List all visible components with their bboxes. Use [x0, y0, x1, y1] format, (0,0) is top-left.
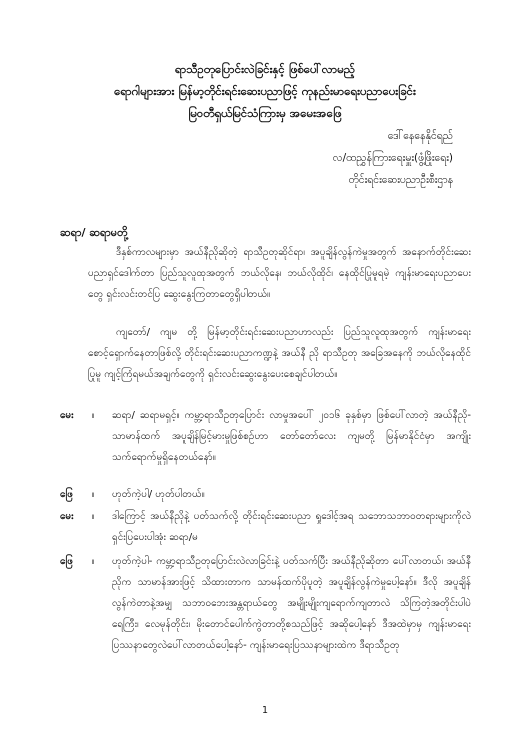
title-line-3: မြဝတီရှယ်မြင်သံကြားမှ အမေးအဖြေ [188, 106, 342, 120]
intro-paragraph-1: ဒီနှစ်ကာလများမှာ အယ်နီညိုဆိုတဲ့ ရာသီဥတုဆိုင်ရာ၊ အပူချိန်လွန်ကဲမှုအတွက် အနောက်တိုင်းဆေးပညာရှင်ဒေါက်တာ ပြည်သူလူထုအတွက် ဘယ်လိုနေ၊ ဘယ်လိုထိုင်၊ နေထိုင်ပြုမူရမဲ့ ကျန်းမာရေးပညာပေးတွေ ရှင်းလင်းတင်ပြ ဆွေးနွေးကြတာတွေရှိပါတယ်။ [88, 247, 471, 300]
qa-item-answer-1 [60, 484, 471, 506]
qa-item-question-1 [60, 405, 471, 471]
qa-label-question: မေး [60, 511, 74, 522]
qa-text: ဒါကြောင့် အယ်နီညိုနဲ့ ပတ်သက်လို့ တိုင်းရင်းဆေးပညာ ရှုဒေါင့်အရ သဘောသဘာဝတရားများကိုလဲ ရှင်းပြပေးပါအုံး ဆရာ/မ [112, 511, 471, 543]
qa-separator: ။ [91, 410, 95, 421]
qa-separator: ။ [91, 511, 95, 522]
qa-label-answer: ဖြေ [60, 489, 74, 500]
author-position: လ/ထညွှန်ကြားရေးမှူး(ဖွံ့ဖြိုးရေး) [332, 152, 453, 164]
qa-text: ဆရာ/ ဆရာမရှင့်။ ကမ္ဘာ့ရာသီဥတုပြောင်း လာမှုအပေါ် ၂၀၁၆ ခုနှစ်မှာ ဖြစ်ပေါ်လာတဲ့ အယ်နီညို- သာမာန်ထက် အပူချိန်မြင့်မားမှုဖြစ်စဉ်ဟာ တော်တော်လေး ကျမတို့ မြန်မာနိုင်ငံမှာ အကျိုးသက်ရောက်မှုရှိနေတယ်နော်။ [112, 410, 471, 463]
qa-separator: ။ [91, 556, 95, 567]
salutation-heading: ဆရာ/ ဆရာမတို့ [60, 226, 128, 239]
author-block [153, 125, 453, 191]
title-line-2: ရောဂါများအား မြန်မာ့တိုင်းရင်းဆေးပညာဖြင့် ကုနည်းမာရေးပညာပေးခြင်း [114, 84, 416, 98]
qa-label-question: မေး [60, 410, 74, 421]
author-name: ဒေါ်နေနေနိုင်ရည် [387, 130, 453, 142]
qa-item-answer-2 [60, 551, 471, 686]
document-title [0, 58, 530, 124]
qa-text: ဟုတ်ကဲ့ပါ/ ဟုတ်ပါတယ်။ [112, 489, 205, 500]
qa-label-answer: ဖြေ [60, 556, 74, 567]
qa-text: ဟုတ်ကဲ့ပါ- ကမ္ဘာ့ရာသီဥတုပြောင်းလဲလာခြင်းနဲ့ ပတ်သက်ပြီး အယ်နီညိုဆိုတာ ပေါ်လာတယ်၊ အယ်နီညိုက သာမာန်အားဖြင့် သိထားတာက သာမန်ထက်ပိုပူတဲ့ အပူချိန်လွန်ကဲမှုပေါ့နော်။ ဒီလို အပူချိန်လွန်ကဲတာနဲ့အမျှ သဘာဝဘေးအန္တရာယ်တွေ အမျိုးမျိုးကျရောက်ကျတာလဲ သိကြတဲ့အတိုင်းပါပဲ ရေကြီး၊ လေမုန်တိုင်း၊ မိုးတောင်ပေါက်ကွဲတာတို့စသည်ဖြင့် အဆိုပေါ့နော် ဒီအထဲမှာမှ ကျန်းမာရေး ပြဿနာတွေလဲပေါ်လာတယ်ပေါ့နော်- ကျန်းမာရေးပြဿနာများထဲက ဒီရာသီဥတု [112, 556, 471, 651]
title-line-1: ရာသီဥတုပြောင်းလဲခြင်းနှင့် ဖြစ်ပေါ်လာမည့် [175, 62, 355, 76]
qa-separator: ။ [91, 489, 95, 500]
page-number: 1 [261, 705, 269, 716]
intro-paragraph-2: ကျတော်/ ကျမ တို့ မြန်မာ့တိုင်းရင်းဆေးပညာဟာလည်း ပြည်သူလူထုအတွက် ကျန်းမာရေးစောင့်ရှောက်နေတာဖြစ်လို့ တိုင်းရင်းဆေးပညာကဏ္ဍနဲ့ အယ်နီ ညို ရာသီဥတု အခြေအနေကို ဘယ်လိုနေထိုင်ပြုမူ ကျင့်ကြံရမယ်အချက်တွေကို ရှင်းလင်းဆွေးနွေးပေးစေချင်ပါတယ်။ [88, 327, 471, 380]
author-department: တိုင်းရင်းဆေးပညာဦးစီးဌာန [348, 174, 453, 186]
qa-item-question-2 [60, 506, 471, 550]
